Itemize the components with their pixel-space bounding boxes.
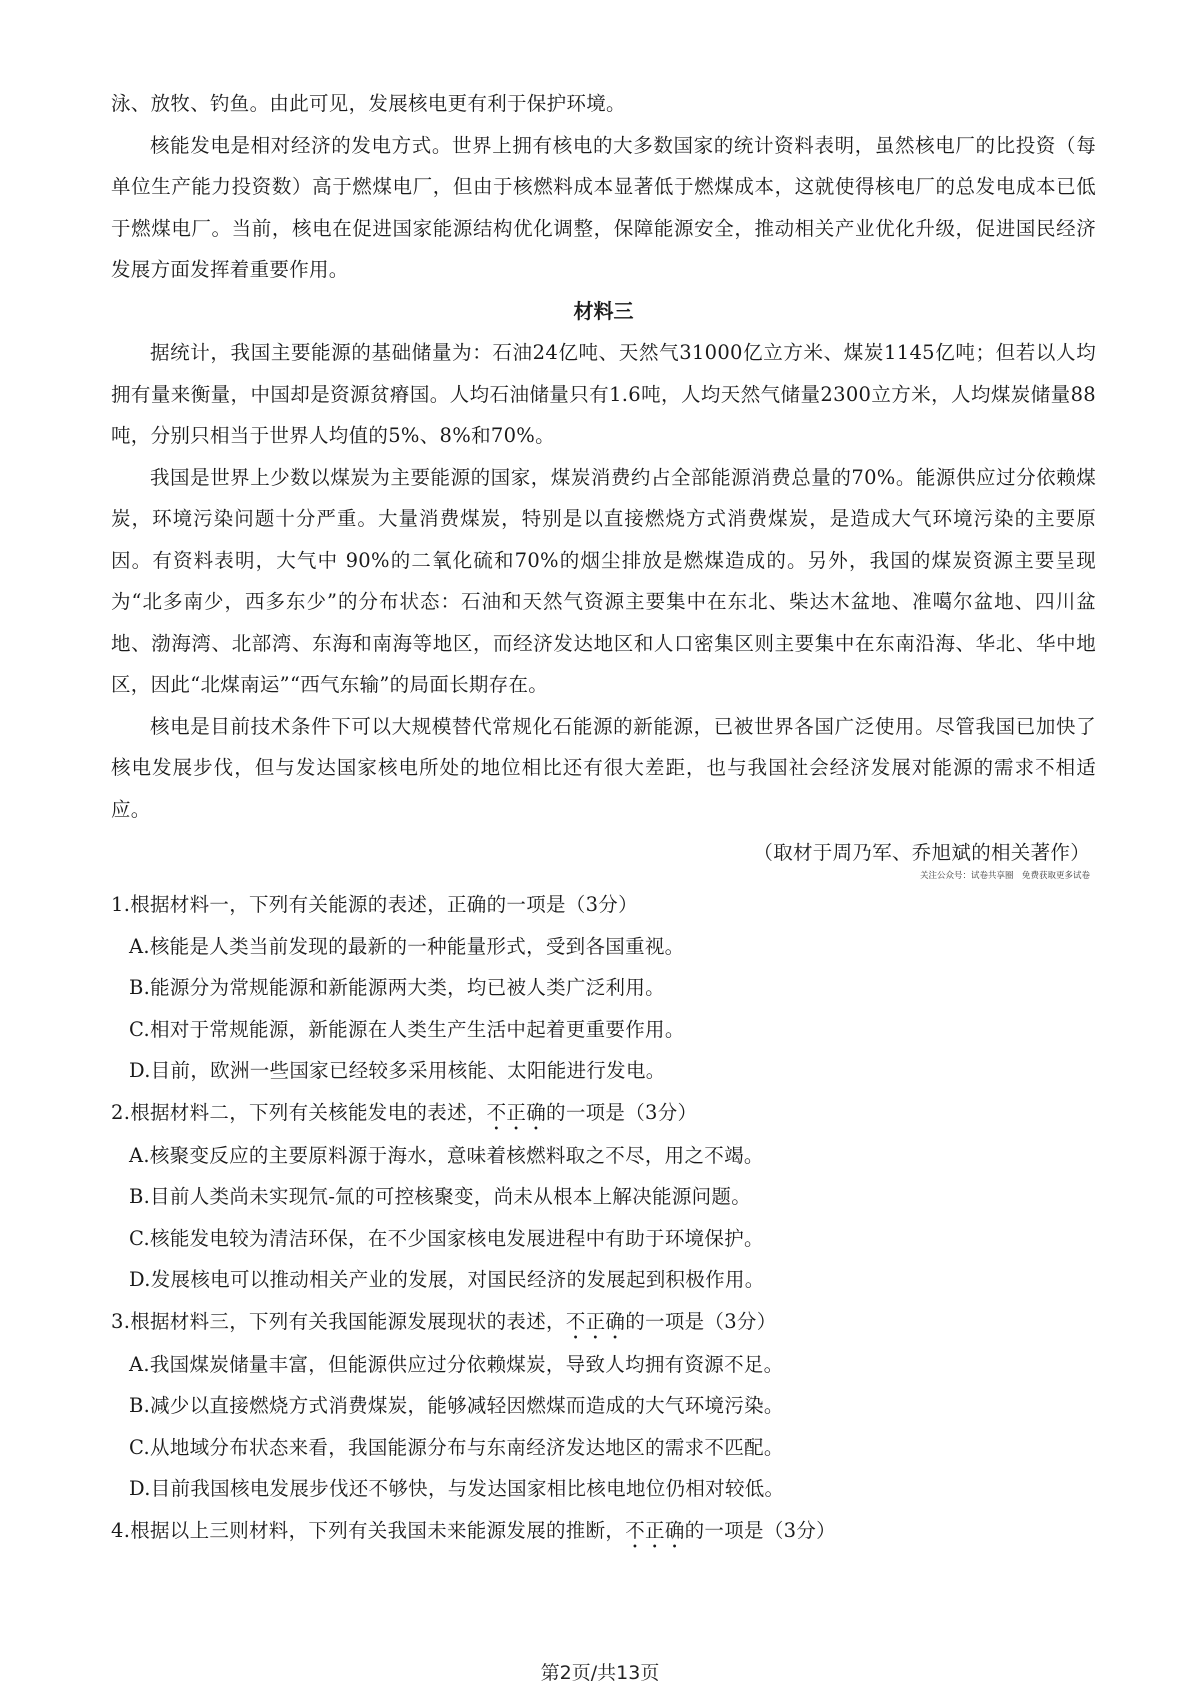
question-option: C.核能发电较为清洁环保，在不少国家核电发展进程中有助于环境保护。: [129, 1226, 764, 1250]
question-option: A.我国煤炭储量丰富，但能源供应过分依赖煤炭，导致人均拥有资源不足。: [129, 1352, 784, 1376]
material2-tail-paragraph: 核能发电是相对经济的发电方式。世界上拥有核电的大多数国家的统计资料表明，虽然核电厂的比投资（每单位生产能力投资数）高于燃煤电厂，但由于核燃料成本显著低于燃煤成本，这就使得核电厂的总发电成本已低于燃煤电厂。当前，核电在促进国家能源结构优化调整，保障能源安全，推动相关产业优化升级，促进国民经济发展方面发挥着重要作用。: [111, 133, 1096, 281]
question-option: C.从地域分布状态来看，我国能源分布与东南经济发达地区的需求不匹配。: [129, 1435, 784, 1459]
question-option: A.核聚变反应的主要原料源于海水，意味着核燃料取之不尽，用之不竭。: [129, 1143, 764, 1167]
question-option: B.能源分为常规能源和新能源两大类，均已被人类广泛利用。: [129, 976, 665, 999]
page-number: 第2页/共13页: [540, 1662, 660, 1684]
question-stem: 3.根据材料三，下列有关我国能源发展现状的表述，不正确的一项是（3分）: [111, 1309, 777, 1333]
question-stem: 2.根据材料二，下列有关核能发电的表述，不正确的一项是（3分）: [111, 1100, 698, 1124]
question-1: [111, 884, 1096, 1092]
question-option: A.核能是人类当前发现的最新的一种能量形式，受到各国重视。: [129, 934, 685, 958]
question-option: C.相对于常规能源，新能源在人类生产生活中起着更重要作用。: [129, 1017, 685, 1041]
continuation-paragraph: 泳、放牧、钓鱼。由此可见，发展核电更有利于保护环境。: [111, 92, 626, 115]
question-stem: 4.根据以上三则材料，下列有关我国未来能源发展的推断，不正确的一项是（3分）: [111, 1518, 836, 1542]
material3-paragraph: 核电是目前技术条件下可以大规模替代常规化石能源的新能源，已被世界各国广泛使用。尽管我国已加快了核电发展步伐，但与发达国家核电所处的地位相比还有很大差距，也与我国社会经济发展对能源的需求不相适应。: [111, 714, 1096, 821]
question-3: [111, 1301, 1096, 1510]
question-4: [111, 1510, 1096, 1553]
material3-title: 材料三: [573, 298, 634, 323]
question-option: D.发展核电可以推动相关产业的发展，对国民经济的发展起到积极作用。: [129, 1268, 765, 1291]
emphasis-mark: 不正确: [565, 1309, 626, 1333]
watermark-note: 关注公众号：试卷共享圈 免费获取更多试卷: [919, 871, 1090, 881]
page-content: [111, 83, 1096, 1553]
question-option: D.目前我国核电发展步伐还不够快，与发达国家相比核电地位仍相对较低。: [129, 1477, 785, 1500]
emphasis-mark: 不正确: [486, 1100, 547, 1124]
question-2: [111, 1092, 1096, 1301]
question-option: D.目前，欧洲一些国家已经较多采用核能、太阳能进行发电。: [129, 1059, 666, 1082]
emphasis-mark: 不正确: [625, 1518, 685, 1542]
source-citation: （取材于周乃军、乔旭斌的相关著作）: [753, 841, 1090, 864]
question-option: B.目前人类尚未实现氘-氚的可控核聚变，尚未从根本上解决能源问题。: [129, 1185, 752, 1208]
material3-paragraph: 我国是世界上少数以煤炭为主要能源的国家，煤炭消费约占全部能源消费总量的70%。能源供应过分依赖煤炭，环境污染问题十分严重。大量消费煤炭，特别是以直接燃烧方式消费煤炭，是造成大气环境污染的主要原因。有资料表明，大气中 90%的二氧化硫和70%的烟尘排放是燃煤造成的。另外，我国的煤炭资源主要呈现为“北多南少，西多东少”的分布状态：石油和天然气资源主要集中在东北、柴达木盆地、准噶尔盆地、四川盆地、渤海湾、北部湾、东海和南海等地区，而经济发达地区和人口密集区则主要集中在东南沿海、华北、华中地区，因此“北煤南运”“西气东输”的局面长期存在。: [111, 465, 1096, 696]
question-option: B.减少以直接燃烧方式消费煤炭，能够减轻因燃煤而造成的大气环境污染。: [129, 1394, 784, 1417]
question-stem: 1.根据材料一，下列有关能源的表述，正确的一项是（3分）: [111, 893, 638, 916]
material3-paragraph: 据统计，我国主要能源的基础储量为：石油24亿吨、天然气31000亿立方米、煤炭1145亿吨；但若以人均拥有量来衡量，中国却是资源贫瘠国。人均石油储量只有1.6吨，人均天然气储量2300立方米，人均煤炭储量88吨，分别只相当于世界人均值的5%、8%和70%。: [111, 341, 1096, 447]
question-list: [111, 884, 1096, 1553]
